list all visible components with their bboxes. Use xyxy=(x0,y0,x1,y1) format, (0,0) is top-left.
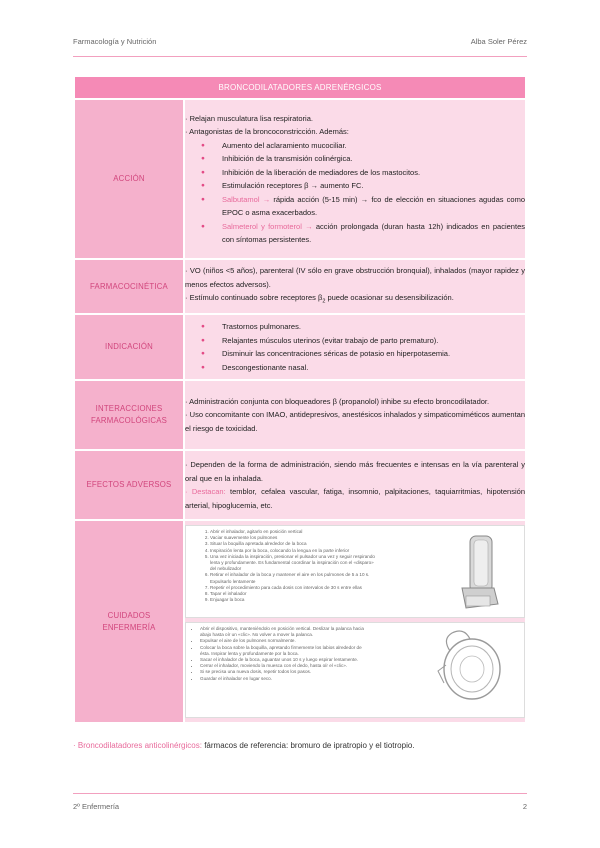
row-label-accion: ACCIÓN xyxy=(74,99,184,259)
list-item: ● Aumento del aclaramiento mucociliar. xyxy=(201,139,525,153)
bullet-list xyxy=(185,139,525,247)
text-line: · Administración conjunta con bloqueadores β (propanolol) inhibe su efecto broncodilatador. xyxy=(185,396,490,406)
step-item: • Colocar la boca sobre la boquilla, apretando firmemente los labios alrededor de ésta. Inspirar lenta y profundamente por la boca. xyxy=(200,645,370,657)
text-line: · VO (niños <5 años), parenteral (IV sólo en grave obstrucción bronquial), inhalados (mayor rapidez y menos efectos adversos). xyxy=(185,266,525,289)
step-item: • Sacar el inhalador de la boca, aguantar unos 10 s y luego espirar lentamente. xyxy=(200,657,370,663)
text-line xyxy=(185,485,525,512)
step-item: • Expulsar el aire de los pulmones normalmente. xyxy=(200,638,370,644)
label-line: INTERACCIONES xyxy=(95,404,163,413)
inhaler-icon xyxy=(452,532,512,614)
row-content-farmacocinetica xyxy=(184,259,526,314)
row-content-indicacion xyxy=(184,314,526,380)
list-item-text: rápida acción (5-15 min) → fco de elección en situaciones agudas como EPOC o asma exacerbados. xyxy=(222,194,525,217)
drug-table xyxy=(73,75,527,724)
text-line: · Relajan musculatura lisa respiratoria. xyxy=(185,113,313,123)
label-line: CUIDADOS xyxy=(107,610,151,620)
list-item-text: acción prolongada (duran hasta 12h) indicados en pacientes con síntomas persistentes. xyxy=(222,221,525,244)
step-item: • Si se precisa una nueva dosis, repetir todos los pasos. xyxy=(200,669,370,675)
table-title: BRONCODILATADORES ADRENÉRGICOS xyxy=(74,76,526,99)
text-line xyxy=(185,291,525,309)
disk-inhaler-icon xyxy=(434,625,510,707)
step-item: • Guardar el inhalador en lugar seco. xyxy=(200,676,370,682)
list-item: ● Disminuir las concentraciones séricas de potasio en hiperpotasemia. xyxy=(201,347,525,361)
list-item: ● Relajantes músculos uterinos (evitar trabajo de parto prematuro). xyxy=(201,334,525,348)
row-label-indicacion: INDICACIÓN xyxy=(74,314,184,380)
list-item: ● Inhibición de la liberación de mediadores de los mastocitos. xyxy=(201,166,525,180)
step-item: 5. Una vez iniciada la inspiración, presionar el pulsador una vez y seguir respirando lenta y profundamente. Es fundamental coordinar la inspiración con el «disparo» del nebulizador xyxy=(210,554,380,573)
footer-course: 2º Enfermería xyxy=(73,802,120,811)
dry-powder-steps-list xyxy=(186,623,370,682)
header-author: Alba Soler Pérez xyxy=(470,37,527,46)
step-item: 8. Tapar el inhalador xyxy=(210,591,380,597)
text-line: · Uso concomitante con IMAO, antidepresivos, anestésicos inhalados y simpaticomiméticos aumentan el riesgo de toxicidad. xyxy=(185,410,525,433)
inhaler-steps-list xyxy=(186,526,380,603)
list-item xyxy=(201,220,525,247)
text-part: puede ocasionar su desensibilización. xyxy=(325,293,454,302)
text-line: · Antagonistas de la broncoconstricción. Además: xyxy=(185,127,349,136)
step-item: 1. Abrir el inhalador, agitarlo en posición vertical xyxy=(210,529,380,535)
row-content-efectos xyxy=(184,450,526,520)
subscript: 2 xyxy=(322,298,326,305)
list-item: ● Inhibición de la transmisión colinérgica. xyxy=(201,152,525,166)
text-part: temblor, cefalea vascular, fatiga, insomnio, palpitaciones, taquiarritmias, hipotensión arterial, hipoglucemia, etc. xyxy=(185,487,525,510)
text-line: · Dependen de la forma de administración, siendo más frecuentes e intensas en la vía parenteral y oral que en la inhalada. xyxy=(185,460,525,483)
page-header xyxy=(73,37,527,51)
step-item: 3. Situar la boquilla apretada alrededor de la boca xyxy=(210,541,380,547)
text-part: · Estímulo continuado sobre receptores β xyxy=(185,293,323,302)
drug-name: Salbutamol → xyxy=(222,194,271,204)
drug-name: Salmeterol y formoterol → xyxy=(222,221,313,231)
highlight: · Destacan: xyxy=(185,487,226,496)
label-line: FARMACOLÓGICAS xyxy=(90,416,168,425)
header-divider xyxy=(73,56,527,57)
list-item: ● Estimulación receptores β → aumento FC. xyxy=(201,179,525,193)
bullet-list xyxy=(185,320,525,374)
row-label-cuidados xyxy=(74,520,184,723)
anticholinergic-note xyxy=(73,741,527,750)
row-label-efectos: EFECTOS ADVERSOS xyxy=(74,450,184,520)
step-item: 4. Inspiración lenta por la boca, colocando la lengua en la parte inferior xyxy=(210,548,380,554)
note-highlight: · Broncodilatadores anticolinérgicos: xyxy=(73,741,202,750)
list-item: ● Descongestionante nasal. xyxy=(201,361,525,375)
inhaler-instructions-box xyxy=(185,525,525,618)
row-content-interacciones xyxy=(184,380,526,450)
step-item: 6. Retirar el inhalador de la boca y mantener el aire en los pulmones de 5 a 10 s. Expulsarlo lentamente xyxy=(210,572,380,584)
row-content-cuidados xyxy=(184,520,526,723)
footer-divider xyxy=(73,793,527,794)
row-label-farmacocinetica: FARMACOCINÉTICA xyxy=(74,259,184,314)
page-footer xyxy=(73,802,527,814)
row-label-interacciones xyxy=(74,380,184,450)
dry-powder-instructions-box xyxy=(185,622,525,718)
note-text: fármacos de referencia: bromuro de ipratropio y el tiotropio. xyxy=(201,741,415,750)
list-item xyxy=(201,193,525,220)
label-line: ENFERMERÍA xyxy=(102,622,156,632)
header-subject: Farmacología y Nutrición xyxy=(73,37,157,46)
step-item: 7. Repetir el procedimiento para cada dosis con intervalos de 30 s entre ellas xyxy=(210,585,380,591)
page-number: 2 xyxy=(522,802,527,811)
row-content-accion xyxy=(184,99,526,259)
step-item: • Cerrar el inhalador, moviendo la muesca con el dedo, hasta oír el «clic». xyxy=(200,663,370,669)
step-item: 2. Vaciar suavemente los pulmones xyxy=(210,535,380,541)
list-item: ● Trastornos pulmonares. xyxy=(201,320,525,334)
step-item: 9. Enjuagar la boca xyxy=(210,597,380,603)
step-item: • Abrir el dispositivo, manteniéndolo en posición vertical. Deslizar la palanca hacia abajo hasta oír un «clic». No volver a mover la palanca. xyxy=(200,626,370,638)
